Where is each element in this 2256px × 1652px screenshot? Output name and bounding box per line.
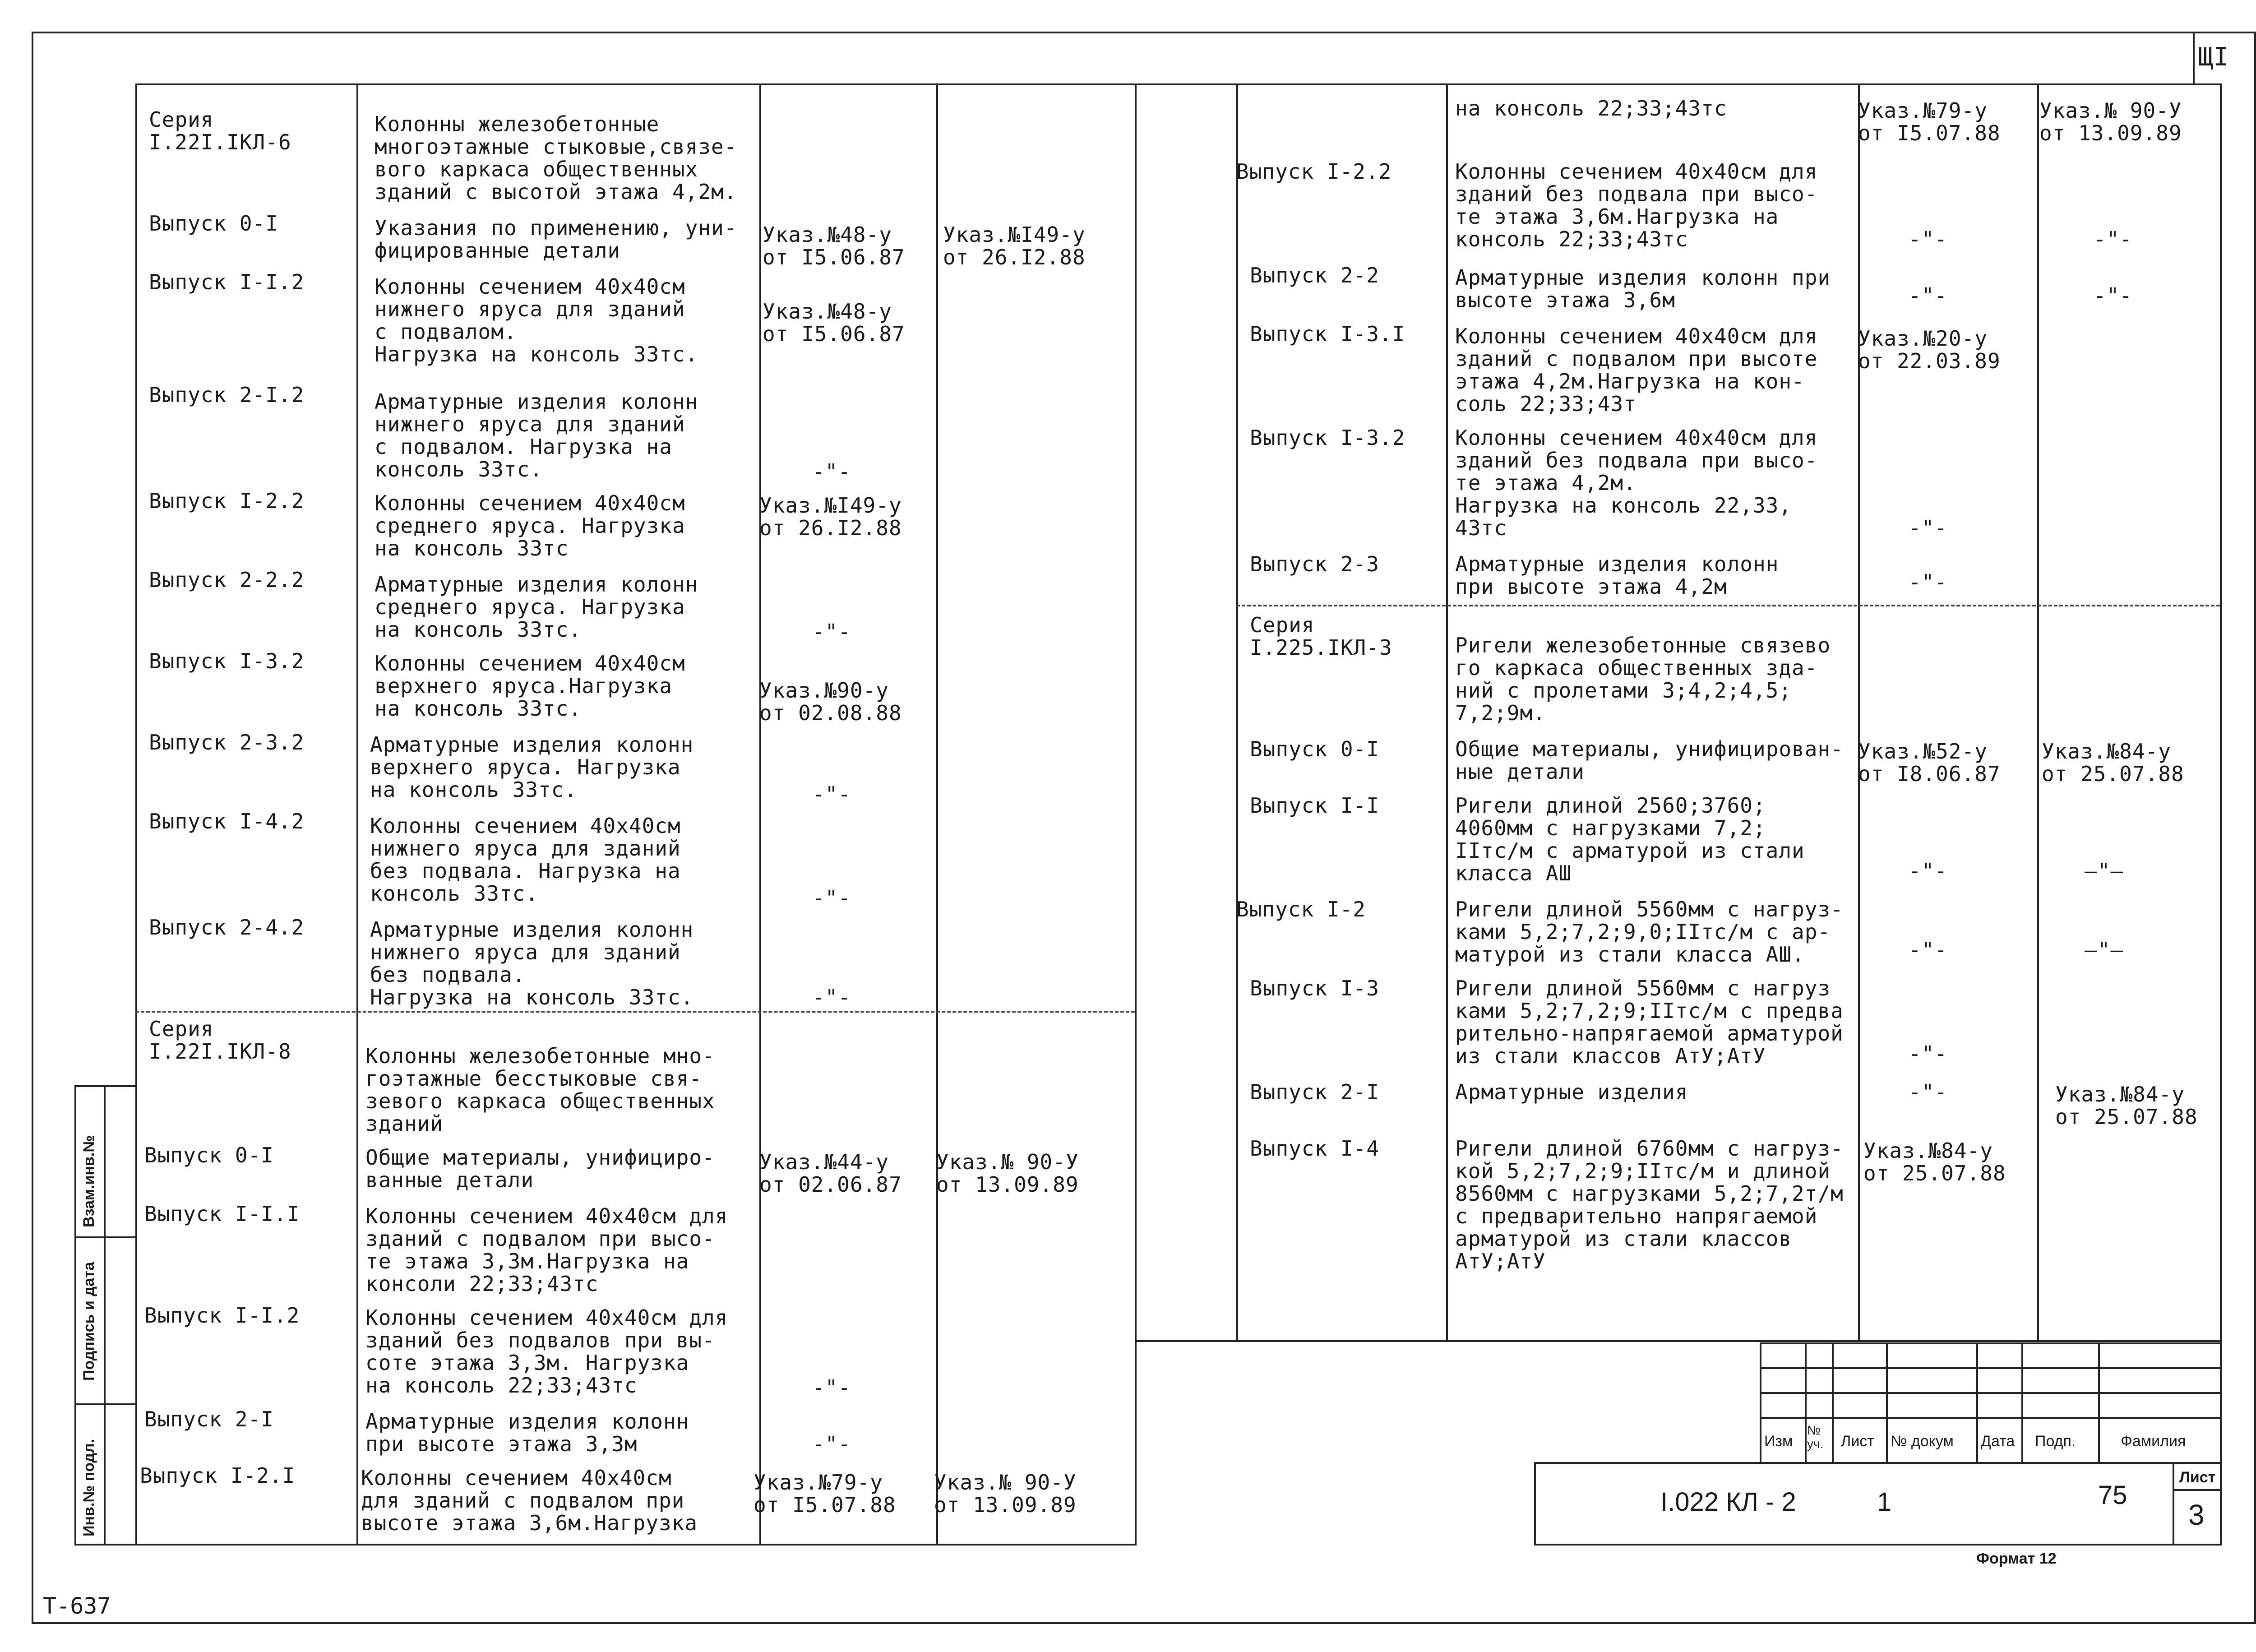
row-description: Ригели длиной 5560мм с нагруз- ками 5,2;7,2;9,0;IIтс/м с ар- матурой из стали класса АШ. [1455, 897, 1844, 967]
row-label: Выпуск 2-2 [1250, 263, 1379, 287]
row-description: Колонны сечением 40х40см для зданий без подвала при высо- те этажа 3,6м.Нагрузка на консоль 22;33;43тс [1455, 159, 1818, 251]
row-ref-2: Указ.№ 90-У от 13.09.89 [2039, 98, 2182, 145]
row-label: Выпуск I-I.2 [149, 270, 305, 294]
side-stamp-mid [104, 1085, 106, 1546]
outer-border-top [32, 32, 2256, 33]
tb-col-4 [1976, 1342, 1978, 1462]
row-ref-1: Указ.№79-у от I5.07.88 [1858, 98, 2001, 145]
tb-header-uch: № уч. [1807, 1423, 1824, 1451]
outer-border-left [32, 32, 33, 1624]
tb-header-list: Лист [1841, 1433, 1874, 1450]
outer-border-bottom [32, 1622, 2256, 1624]
row-description: Арматурные изделия колонн при высоте этажа 3,3м [365, 1409, 689, 1456]
row-label: Выпуск I-4.2 [149, 809, 305, 833]
tb-number: 75 [2098, 1481, 2127, 1510]
row-ref-2: -"- [2094, 227, 2133, 251]
tb-header-name: Фамилия [2121, 1433, 2186, 1450]
row-ref-1: -"- [1909, 227, 1948, 251]
right-series-divider [1236, 605, 2220, 606]
row-label: Выпуск I-2.2 [1236, 159, 1392, 184]
left-col-3 [936, 83, 938, 1546]
inner-border-top [135, 83, 2220, 85]
row-description: Общие материалы, унифицирован- ные детали [1455, 737, 1844, 784]
tb-sheet-divider [2173, 1462, 2174, 1546]
row-label: Серия I.225.IКЛ-3 [1250, 613, 1392, 660]
right-col-3 [2037, 83, 2039, 1340]
row-ref-1: -"- [812, 1432, 851, 1456]
side-stamp-inv: Инв.№ подл. [80, 1439, 97, 1536]
row-label: Выпуск 2-3.2 [149, 730, 305, 754]
row-description: Колонны сечением 40х40см нижнего яруса для зданий без подвала. Нагрузка на консоль 33тс. [370, 814, 681, 906]
right-col-0 [1236, 83, 1238, 1340]
row-label: Выпуск I-I.I [144, 1202, 300, 1226]
row-label: Серия I.22I.IКЛ-8 [149, 1017, 291, 1064]
tb-document-code: I.022 КЛ - 2 [1660, 1487, 1796, 1517]
row-ref-1: -"- [1909, 938, 1948, 962]
row-description: Арматурные изделия колонн при высоте этажа 3,6м [1455, 265, 1831, 312]
tb-col-1 [1805, 1342, 1807, 1462]
side-stamp-signature: Подпись и дата [80, 1262, 97, 1381]
row-ref-2: Указ.№I49-у от 26.I2.88 [943, 222, 1086, 269]
corner-mark: ЩI [2198, 42, 2229, 72]
side-stamp-left [74, 1085, 76, 1546]
row-ref-1: -"- [812, 1375, 851, 1400]
row-description: Арматурные изделия колонн нижнего яруса для зданий без подвала. Нагрузка на консоль 33тс. [370, 917, 694, 1009]
row-label: Выпуск 2-I [1250, 1080, 1379, 1104]
row-description: Колонны сечением 40х40см верхнего яруса.Нагрузка на консоль 33тс. [374, 651, 685, 721]
left-col-1 [356, 83, 358, 1546]
row-ref-1: -"- [812, 886, 851, 910]
tb-col-2 [1832, 1342, 1834, 1462]
row-description: Арматурные изделия колонн нижнего яруса для зданий с подвалом. Нагрузка на консоль 33тс. [374, 389, 698, 481]
right-col-2 [1858, 83, 1860, 1340]
row-ref-1: -"- [1909, 1041, 1948, 1066]
row-description: Ригели длиной 5560мм с нагруз ками 5,2;7,2;9;IIтс/м с предва рительно-напрягаемой арматурой из стали классов АтУ;АтУ [1455, 976, 1844, 1068]
tb-header-doc: № докум [1891, 1433, 1954, 1450]
row-description: Ригели длиной 6760мм с нагруз- кой 5,2;7,2;9;IIтс/м и длиной 8560мм с нагрузками 5,2;7,2т/м с предварительно напрягаемой арматурой из стали классов АтУ;АтУ [1455, 1136, 1844, 1273]
row-label: Выпуск I-I.2 [144, 1303, 300, 1328]
row-ref-1: -"- [1909, 1080, 1948, 1104]
row-description: Указания по применению, уни- фицированные детали [374, 216, 737, 263]
side-stamp-bottom [74, 1544, 135, 1546]
row-description: Арматурные изделия колонн при высоте этажа 4,2м [1455, 552, 1779, 599]
row-description: Колонны сечением 40х40см для зданий с подвалом при высоте этажа 3,6м.Нагрузка [361, 1466, 698, 1535]
row-ref-1: -"- [1909, 859, 1948, 883]
row-description: Арматурные изделия колонн среднего яруса. Нагрузка на консоль 33тс. [374, 572, 698, 642]
row-description: Ригели длиной 2560;3760; 4060мм с нагрузками 7,2; IIтс/м с арматурой из стали класса АШ [1455, 793, 1805, 885]
row-label: Выпуск I-3 [1250, 976, 1379, 1000]
tb-row-4 [1760, 1417, 2220, 1419]
row-description: Колонны железобетонные многоэтажные стыковые,связе- вого каркаса общественных зданий с высотой этажа 4,2м. [374, 112, 737, 204]
right-col-1 [1446, 83, 1448, 1340]
row-ref-1: Указ.№48-у от I5.06.87 [763, 222, 905, 269]
row-description: Общие материалы, унифициро- ванные детали [365, 1145, 715, 1192]
row-ref-1: Указ.№52-у от I8.06.87 [1858, 739, 2001, 786]
tb-col-0 [1760, 1342, 1761, 1462]
side-stamp-top [74, 1085, 135, 1087]
outer-border-right [2254, 32, 2256, 1624]
row-ref-1: -"- [812, 620, 851, 644]
tb-row-2 [1760, 1367, 2220, 1369]
row-ref-2: —"— [2085, 938, 2124, 962]
row-ref-1: -"- [1909, 516, 1948, 540]
tb-header-date: Дата [1981, 1433, 2015, 1450]
row-ref-2: —"— [2085, 859, 2124, 883]
row-description: Колонны железобетонные мно- гоэтажные бесстыковые свя- зевого каркаса общественных зданий [365, 1044, 715, 1136]
side-stamp-div-2 [74, 1403, 135, 1405]
row-ref-1: -"- [812, 459, 851, 484]
inner-border-left [135, 83, 137, 1546]
tb-header-sign: Подп. [2035, 1433, 2076, 1450]
row-ref-1: Указ.№I49-у от 26.I2.88 [759, 493, 902, 540]
tb-sheet-label-line [2173, 1489, 2220, 1491]
format-label: Формат 12 [1976, 1550, 2057, 1567]
row-ref-2: -"- [2094, 283, 2133, 308]
tb-main-left [1534, 1462, 1536, 1546]
tb-col-5 [2021, 1342, 2023, 1462]
row-description: на консоль 22;33;43тс [1455, 96, 1727, 120]
row-ref-1: -"- [812, 985, 851, 1009]
row-label: Выпуск I-3.2 [149, 649, 305, 673]
left-col-4 [1135, 83, 1137, 1546]
tb-row-1 [1760, 1342, 2220, 1344]
row-label: Выпуск I-3.I [1250, 322, 1405, 346]
row-label: Выпуск I-2.I [140, 1463, 296, 1488]
row-label: Выпуск 2-3 [1250, 552, 1379, 576]
side-stamp-div-1 [74, 1236, 135, 1238]
row-ref-1: -"- [1909, 570, 1948, 594]
row-description: Колонны сечением 40х40см для зданий без подвала при высо- те этажа 4,2м. Нагрузка на консоль 22,33, 43тс [1455, 426, 1818, 540]
row-description: Ригели железобетонные связево го каркаса общественных зда- ний с пролетами 3;4,2;4,5; 7,2;9м. [1455, 633, 1831, 725]
left-col-2 [759, 83, 761, 1546]
row-description: Колонны сечением 40х40см среднего яруса. Нагрузка на консоль 33тс [374, 491, 685, 560]
row-label: Выпуск I-4 [1250, 1136, 1379, 1161]
tb-header-izm: Изм [1764, 1433, 1793, 1450]
row-label: Выпуск 0-I [149, 211, 278, 236]
tb-sheet-value: 3 [2188, 1499, 2205, 1531]
row-label: Выпуск 2-2.2 [149, 568, 305, 592]
tb-row-3 [1760, 1392, 2220, 1394]
row-description: Арматурные изделия [1455, 1080, 1688, 1104]
inner-border-bottom [1534, 1544, 2222, 1546]
row-ref-1: Указ.№20-у от 22.03.89 [1858, 326, 2001, 373]
row-ref-1: Указ.№84-у от 25.07.88 [1863, 1138, 2006, 1185]
row-label: Выпуск 2-4.2 [149, 915, 305, 939]
row-label: Выпуск 2-I.2 [149, 383, 305, 407]
row-ref-1: Указ.№90-у от 02.08.88 [759, 678, 902, 725]
tb-part: 1 [1877, 1487, 1892, 1517]
row-label: Серия I.22I.IКЛ-6 [149, 107, 291, 154]
row-description: Колонны сечением 40х40см нижнего яруса для зданий с подвалом. Нагрузка на консоль 33тс. [374, 274, 698, 366]
row-description: Колонны сечением 40х40см для зданий с подвалом при высо- те этажа 3,3м.Нагрузка на консоли 22;33;43тс [365, 1204, 728, 1296]
row-label: Выпуск 0-I [1250, 737, 1379, 761]
row-ref-2: Указ.№84-у от 25.07.88 [2042, 739, 2184, 786]
corner-mark-divider [2193, 32, 2195, 83]
row-label: Выпуск 2-I [144, 1407, 274, 1431]
row-description: Колонны сечением 40х40см для зданий с подвалом при высоте этажа 4,2м.Нагрузка на кон- соль 22;33;43т [1455, 324, 1818, 416]
row-ref-1: Указ.№44-у от 02.06.87 [759, 1150, 902, 1197]
right-table-bottom [1135, 1340, 2220, 1342]
inner-border-right [2220, 83, 2222, 1546]
row-label: Выпуск 0-I [144, 1143, 274, 1167]
tb-sheet-label: Лист [2179, 1469, 2216, 1486]
row-label: Выпуск I-I [1250, 793, 1379, 818]
tb-row-5 [1534, 1462, 2220, 1464]
tb-col-6 [2098, 1342, 2100, 1462]
row-label: Выпуск I-3.2 [1250, 426, 1405, 450]
left-table-bottom [135, 1544, 1135, 1546]
bottom-left-code: Т-637 [43, 1593, 111, 1619]
row-ref-2: Указ.№ 90-У от 13.09.89 [936, 1150, 1079, 1197]
row-ref-2: Указ.№84-у от 25.07.88 [2055, 1082, 2198, 1129]
row-label: Выпуск I-2.2 [149, 489, 305, 513]
tb-col-3 [1886, 1342, 1888, 1462]
row-ref-1: Указ.№79-у от I5.07.88 [754, 1470, 896, 1517]
row-ref-1: -"- [1909, 283, 1948, 308]
row-ref-2: Указ.№ 90-У от 13.09.89 [934, 1470, 1077, 1517]
row-label: Выпуск I-2 [1236, 897, 1366, 921]
row-description: Колонны сечением 40х40см для зданий без подвалов при вы- соте этажа 3,3м. Нагрузка на консоль 22;33;43тс [365, 1305, 728, 1397]
side-stamp-replacement: Взам.инв.№ [80, 1135, 97, 1227]
row-description: Арматурные изделия колонн верхнего яруса. Нагрузка на консоль 33тс. [370, 732, 694, 802]
left-series-divider [135, 1011, 1135, 1013]
row-ref-1: Указ.№48-у от I5.06.87 [763, 299, 905, 346]
row-ref-1: -"- [812, 782, 851, 806]
